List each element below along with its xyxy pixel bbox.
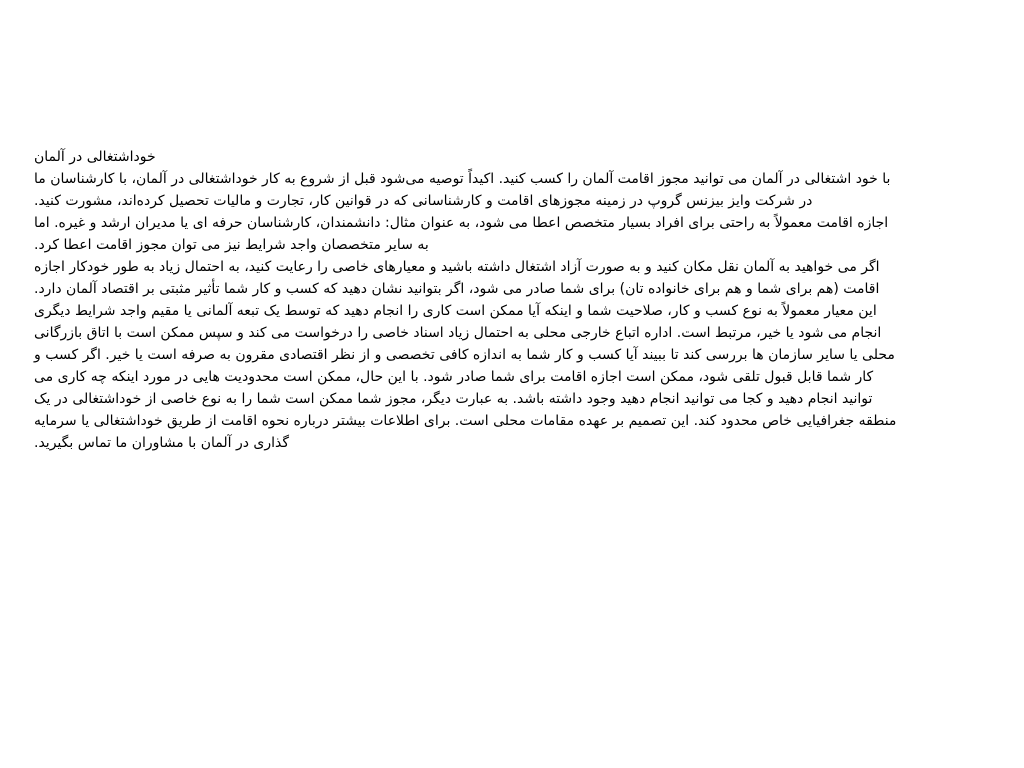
text-line: اگر می خواهید به آلمان نقل مکان کنید و به صورت آزاد اشتغال داشته باشید و معیارهای خاصی را رعایت کنید، به احتمال زیاد به طور خودکار اجازه [34, 259, 880, 275]
text-line: انجام می شود یا خیر، مرتبط است. اداره اتباع خارجی محلی به احتمال زیاد اسناد خاصی را درخواست می کند و سپس ممکن است با اتاق بازرگانی [34, 325, 882, 341]
text-line: به سایر متخصصان واجد شرایط نیز می توان مجوز اقامت اعطا کرد. [34, 237, 429, 253]
text-line: این معیار معمولاً به نوع کسب و کار، صلاحیت شما و اینکه آیا ممکن است کاری را انجام دهید که توسط یک تبعه آلمانی یا مقیم واجد شرایط دیگری [34, 303, 877, 319]
text-line: گذاری در آلمان با مشاوران ما تماس بگیرید. [34, 435, 290, 451]
text-line: در شرکت وایز بیزنس گروپ در زمینه مجوزهای اقامت و کارشناسانی که در قوانین کار، تجارت و مالیات تحصیل کرده‌اند، مشورت کنید. [34, 193, 813, 209]
text-line: اقامت (هم برای شما و هم برای خانواده تان) برای شما صادر می شود، اگر بتوانید نشان دهید که کسب و کار شما تأثیر مثبتی بر اقتصاد آلمان دارد. [34, 281, 880, 297]
text-line: کار شما قابل قبول تلقی شود، ممکن است اجازه اقامت برای شما صادر شود. با این حال، ممکن است محدودیت هایی در مورد اینکه چه کاری می [34, 369, 874, 385]
text-line: محلی یا سایر سازمان ها بررسی کند تا ببیند آیا کسب و کار شما به اندازه کافی تخصصی و از نظر اقتصادی مقرون به صرفه است یا خیر. اگر کسب و [34, 347, 895, 363]
document-body [34, 146, 990, 454]
text-line: منطقه جغرافیایی خاص محدود کند. این تصمیم بر عهده مقامات محلی است. برای اطلاعات بیشتر درباره نحوه اقامت از طریق خوداشتغالی یا سرمایه [34, 413, 897, 429]
text-line: با خود اشتغالی در آلمان می توانید مجوز اقامت آلمان را کسب کنید. اکیداً توصیه می‌شود قبل از شروع به کار خوداشتغالی در آلمان، با کارشناسان ما [34, 171, 891, 187]
text-line: توانید انجام دهید و کجا می توانید انجام دهید وجود داشته باشد. به عبارت دیگر، مجوز شما ممکن است شما را به نوع خاصی از خوداشتغالی در یک [34, 391, 873, 407]
document-title: خوداشتغالی در آلمان [34, 149, 156, 165]
text-line: اجازه اقامت معمولاً به راحتی برای افراد بسیار متخصص اعطا می شود، به عنوان مثال: دانشمندان، کارشناسان حرفه ای یا مدیران ارشد و غیره. اما [34, 215, 889, 231]
